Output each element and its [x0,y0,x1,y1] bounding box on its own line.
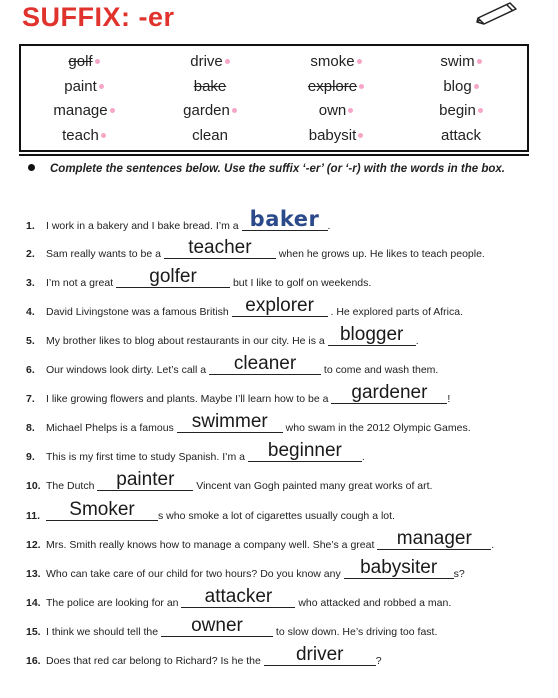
answer-text: owner [191,615,243,636]
sentence-text: Does that red car belong to Richard? Is he the [46,655,264,667]
dot-icon [478,108,483,113]
sentence-row [26,266,372,289]
sentence-row [26,382,451,405]
answer-blank[interactable] [328,324,416,346]
sentence-row [26,324,419,347]
pencil-icon [474,0,520,26]
answer-blank[interactable] [181,586,295,608]
dot-icon [474,84,479,89]
sentence-text: when he grows up. He likes to teach people. [275,248,485,260]
answer-blank[interactable] [116,266,230,288]
sentence-text: Mrs. Smith really knows how to manage a company well. She’s a great [46,539,378,551]
sentence-text: . [491,539,495,551]
sentence-number: 13. [26,568,41,580]
sentence-number: 8. [26,422,35,434]
answer-text: teacher [188,237,252,258]
answer-blank[interactable] [97,469,193,491]
dot-icon [101,133,106,138]
sentence-number: 15. [26,626,41,638]
answer-blank[interactable] [177,411,283,433]
sentence-text: The Dutch [46,480,98,492]
answer-text: baker [249,207,320,231]
sentence-text: I work in a bakery and I bake bread. I’m a [46,220,242,232]
sentence-text: This is my first time to study Spanish. I’m a [46,451,248,463]
sentence-number: 3. [26,277,35,289]
dot-icon [110,108,115,113]
sentence-row [26,469,433,492]
answer-text: blogger [339,324,404,345]
sentence-row [26,411,471,434]
answer-blank[interactable] [331,382,447,404]
sentence-text: Sam really wants to be a [46,248,164,260]
sentence-text: I like growing flowers and plants. Maybe I’ll learn how to be a [46,393,332,405]
word-box-item: bake [193,78,227,95]
answer-text: beginner [267,440,342,461]
word-box-item: golf [68,53,99,70]
word-box-item: teach [62,127,106,144]
sentence-row [26,440,365,463]
answer-blank[interactable] [242,207,328,231]
sentence-text: I’m not a great [46,277,117,289]
sentence-row [26,615,438,638]
sentence-text: who attacked and robbed a man. [295,597,452,609]
sentence-number: 10. [26,480,41,492]
answer-blank[interactable] [46,499,158,521]
sentence-number: 9. [26,451,35,463]
dot-icon [357,59,362,64]
answer-text: Smoker [69,499,135,520]
dot-icon [359,84,364,89]
sentence-text: Michael Phelps is a famous [46,422,177,434]
answer-blank[interactable] [164,237,276,259]
sentence-row [26,353,439,376]
answer-text: gardener [351,382,428,403]
sentence-text: ? [375,655,382,667]
sentence-text: . [415,335,419,347]
worksheet-title: SUFFIX: -er [22,2,175,32]
answer-text: swimmer [191,411,268,432]
sentence-text: s who smoke a lot of cigarettes usually cough a lot. [158,510,395,522]
answer-text: painter [116,469,175,490]
sentence-number: 7. [26,393,35,405]
sentence-text: Vincent van Gogh painted many great works of art. [193,480,433,492]
answer-text: cleaner [233,353,297,374]
word-box-item: manage [53,102,114,119]
word-box-item: babysit [309,127,364,144]
bullet-icon [28,164,35,171]
sentence-number: 11. [26,510,41,522]
dot-icon [348,108,353,113]
word-box-item: begin [439,102,483,119]
word-box-item: explore [308,78,364,95]
sentence-text: . He explored parts of Africa. [327,306,463,318]
answer-blank[interactable] [377,528,491,550]
sentence-row [26,644,382,667]
dot-icon [99,84,104,89]
sentence-row [26,237,485,260]
answer-blank[interactable] [344,557,454,579]
sentence-text: but I like to golf on weekends. [230,277,372,289]
answer-text: manager [396,528,472,549]
sentence-row [26,557,465,580]
sentence-number: 14. [26,597,41,609]
sentence-text: David Livingstone was a famous British [46,306,232,318]
word-box-item: garden [183,102,237,119]
sentence-row [26,295,463,318]
dot-icon [225,59,230,64]
sentence-text: . [327,220,331,232]
sentence-text: The police are looking for an [46,597,182,609]
sentence-number: 6. [26,364,35,376]
divider [19,154,529,156]
sentence-row [26,207,331,232]
dot-icon [232,108,237,113]
word-box-item: drive [190,53,230,70]
sentence-text: Who can take care of our child for two hours? Do you know any [46,568,344,580]
sentence-text: to slow down. He’s driving too fast. [272,626,438,638]
sentence-text: Our windows look dirty. Let’s call a [46,364,210,376]
answer-text: golfer [149,266,197,287]
answer-blank[interactable] [264,644,376,666]
sentence-text: My brother likes to blog about restaurants in our city. He is a [46,335,328,347]
answer-blank[interactable] [161,615,273,637]
answer-text: explorer [245,295,314,316]
answer-text: attacker [204,586,273,607]
answer-text: driver [295,644,344,665]
sentence-number: 1. [26,220,35,232]
word-box-item: clean [192,127,228,144]
word-box-item: smoke [310,53,361,70]
answer-text: babysiter [360,557,438,578]
sentence-text: who swam in the 2012 Olympic Games. [282,422,471,434]
sentence-number: 16. [26,655,41,667]
dot-icon [477,59,482,64]
sentence-text: ! [447,393,451,405]
word-box-item: blog [443,78,478,95]
sentence-text: . [361,451,365,463]
sentence-row [26,528,495,551]
dot-icon [95,59,100,64]
instructions: Complete the sentences below. Use the suffix ‘-er’ (or ‘-r) with the words in the box. [50,163,505,175]
sentence-number: 5. [26,335,35,347]
sentence-text: I think we should tell the [46,626,161,638]
dot-icon [358,133,363,138]
answer-blank[interactable] [232,295,328,317]
sentence-row [26,499,395,522]
word-box-item: paint [64,78,104,95]
sentence-text: to come and wash them. [321,364,439,376]
word-box-item: own [319,102,354,119]
sentence-number: 4. [26,306,35,318]
word-box-item: swim [440,53,481,70]
sentence-number: 12. [26,539,41,551]
sentence-row [26,586,452,609]
sentence-text: s? [453,568,465,580]
answer-blank[interactable] [248,440,362,462]
sentence-number: 2. [26,248,35,260]
answer-blank[interactable] [209,353,321,375]
word-box-item: attack [440,127,482,144]
